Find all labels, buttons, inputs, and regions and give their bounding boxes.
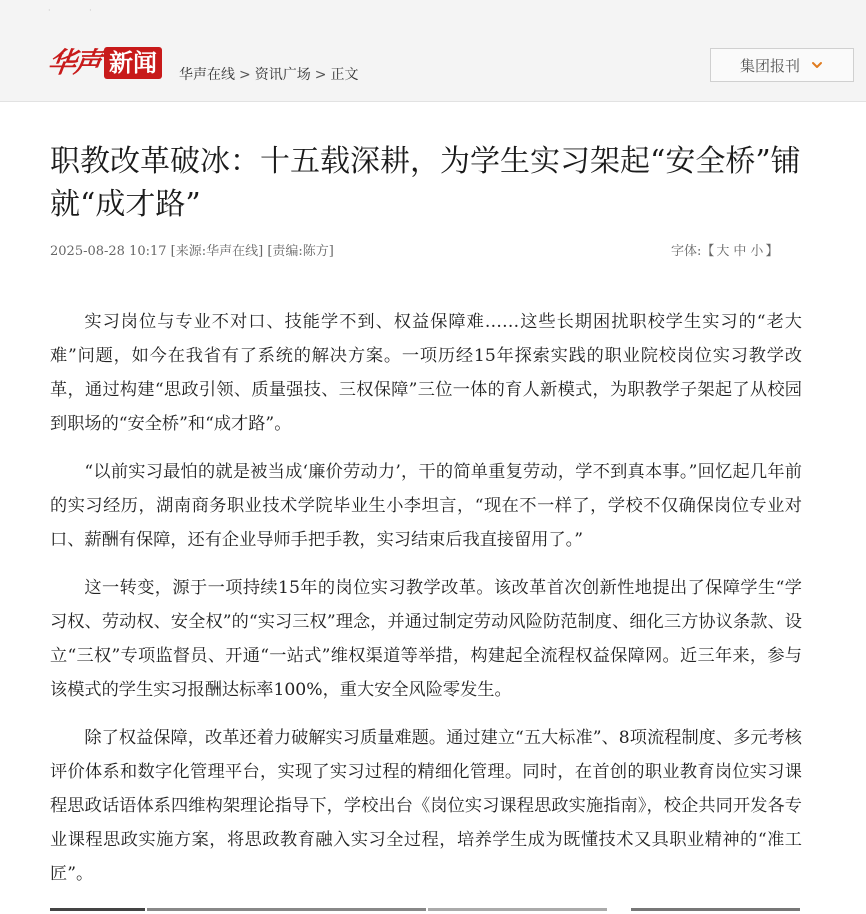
site-logo[interactable] <box>45 46 162 79</box>
logo-news-badge: 新闻 <box>104 47 162 79</box>
strip-segment <box>50 908 145 911</box>
strip-segment <box>428 908 607 911</box>
strip-segment <box>147 908 426 911</box>
chevron-down-icon <box>810 58 824 72</box>
image-strip-top-edge <box>50 908 800 914</box>
article-paragraph: 这一转变，源于一项持续15年的岗位实习教学改革。该改革首次创新性地提出了保障学生“学习权、劳动权、安全权”的“实习三权”理念，并通过制定劳动风险防范制度、细化三方协议条款、设立“三权”专项监督员、开通“一站式”维权渠道等举措，构建起全流程权益保障网。近三年来，参与该模式的学生实习报酬达标率100%，重大安全风险零发生。 <box>50 578 802 700</box>
article-paragraph: 实习岗位与专业不对口、技能学不到、权益保障难……这些长期困扰职校学生实习的“老大难”问题，如今在我省有了系统的解决方案。一项历经15年探索实践的职业院校岗位实习教学改革，通过构建“思政引领、质量强技、三权保障”三位一体的育人新模式，为职教学子架起了从校园到职场的“安全桥”和“成才路”。 <box>50 312 802 434</box>
breadcrumb-separator: > <box>314 67 327 83</box>
site-header <box>0 0 866 102</box>
strip-segment <box>631 908 800 911</box>
font-size-medium-button[interactable]: 中 <box>733 244 747 259</box>
article-title: 职教改革破冰：十五载深耕，为学生实习架起“安全桥”铺就“成才路” <box>50 144 801 222</box>
breadcrumb-link-plaza[interactable]: 资讯广场 <box>254 67 311 83</box>
logo-brand-text: 华声 <box>45 46 103 79</box>
group-publications-dropdown[interactable] <box>710 48 854 82</box>
font-size-end: 】 <box>765 244 779 259</box>
breadcrumb-separator: > <box>239 67 251 83</box>
breadcrumb <box>179 64 358 84</box>
font-size-large-button[interactable]: 大 <box>716 244 730 259</box>
article-paragraph: “以前实习最怕的就是被当成‘廉价劳动力’，干的简单重复劳动，学不到真本事。”回忆起几年前的实习经历，湖南商务职业技术学院毕业生小李坦言，“现在不一样了，学校不仅确保岗位专业对口、薪酬有保障，还有企业导师手把手教，实习结束后我直接留用了。” <box>50 462 802 550</box>
group-publications-label: 集团报刊 <box>739 56 800 75</box>
font-size-small-button[interactable]: 小 <box>750 244 764 259</box>
article-meta: 2025-08-28 10:17 [来源:华声在线] [责编:陈方] <box>50 244 334 259</box>
breadcrumb-link-home[interactable]: 华声在线 <box>179 67 235 83</box>
strip-segment <box>609 908 629 911</box>
font-size-switcher <box>671 240 778 259</box>
font-size-label: 字体:【 <box>671 244 715 259</box>
article-body <box>50 305 802 905</box>
decorative-dots: · · <box>48 6 110 15</box>
breadcrumb-current: 正文 <box>330 67 359 83</box>
article-paragraph: 除了权益保障，改革还着力破解实习质量难题。通过建立“五大标准”、8项流程制度、多元考核评价体系和数字化管理平台，实现了实习过程的精细化管理。同时，在首创的职业教育岗位实习课程思政话语体系四维构架理论指导下，学校出台《岗位实习课程思政实施指南》，校企共同开发各专业课程思政实施方案，将思政教育融入实习全过程，培养学生成为既懂技术又具职业精神的“准工匠”。 <box>50 728 802 884</box>
